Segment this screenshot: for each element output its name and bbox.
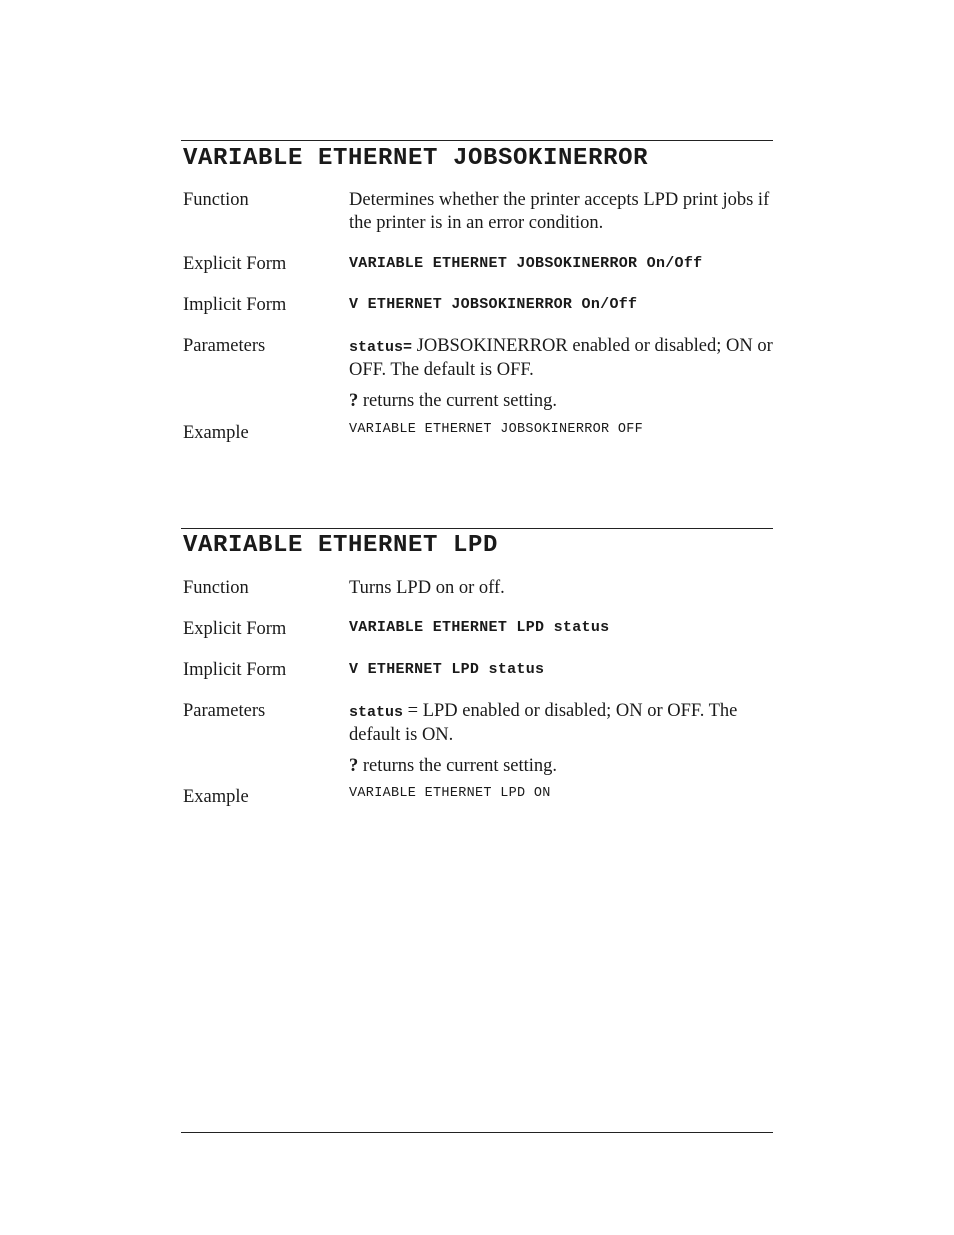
query-note — [349, 755, 777, 778]
parameter-description: JOBSOKINERROR enabled or disabled; ON or OFF. The default is OFF. — [349, 336, 773, 380]
function-label: Function — [183, 190, 249, 210]
example-label: Example — [183, 787, 249, 807]
section-title: VARIABLE ETHERNET LPD — [183, 532, 499, 559]
implicit-form-label: Implicit Form — [183, 660, 287, 680]
section-top-rule — [181, 528, 773, 529]
parameter-key: status — [349, 704, 404, 721]
implicit-form-text: V ETHERNET LPD status — [349, 661, 545, 678]
section-title: VARIABLE ETHERNET JOBSOKINERROR — [183, 145, 649, 172]
explicit-form-label: Explicit Form — [183, 254, 287, 274]
section-top-rule — [181, 140, 773, 141]
query-note — [349, 390, 777, 413]
query-mark: ? — [349, 391, 359, 411]
function-label: Function — [183, 578, 249, 598]
footer-rule — [181, 1132, 773, 1133]
query-mark: ? — [349, 756, 359, 776]
example-text: VARIABLE ETHERNET JOBSOKINERROR OFF — [349, 422, 644, 437]
parameters-text — [349, 335, 777, 382]
parameter-key: status= — [349, 339, 413, 356]
function-text: Turns LPD on or off. — [349, 578, 505, 598]
parameters-label: Parameters — [183, 336, 266, 356]
implicit-form-label: Implicit Form — [183, 295, 287, 315]
query-text: returns the current setting. — [358, 756, 558, 776]
function-text: Determines whether the printer accepts LPD print jobs if the printer is in an error condition. — [349, 190, 770, 233]
parameter-description: = LPD enabled or disabled; ON or OFF. The default is ON. — [349, 701, 738, 745]
parameters-text — [349, 700, 759, 747]
explicit-form-text: VARIABLE ETHERNET JOBSOKINERROR On/Off — [349, 255, 703, 272]
explicit-form-text: VARIABLE ETHERNET LPD status — [349, 619, 610, 636]
parameters-label: Parameters — [183, 701, 266, 721]
example-label: Example — [183, 423, 249, 443]
example-text: VARIABLE ETHERNET LPD ON — [349, 786, 551, 801]
query-text: returns the current setting. — [358, 391, 558, 411]
implicit-form-text: V ETHERNET JOBSOKINERROR On/Off — [349, 296, 638, 313]
explicit-form-label: Explicit Form — [183, 619, 287, 639]
